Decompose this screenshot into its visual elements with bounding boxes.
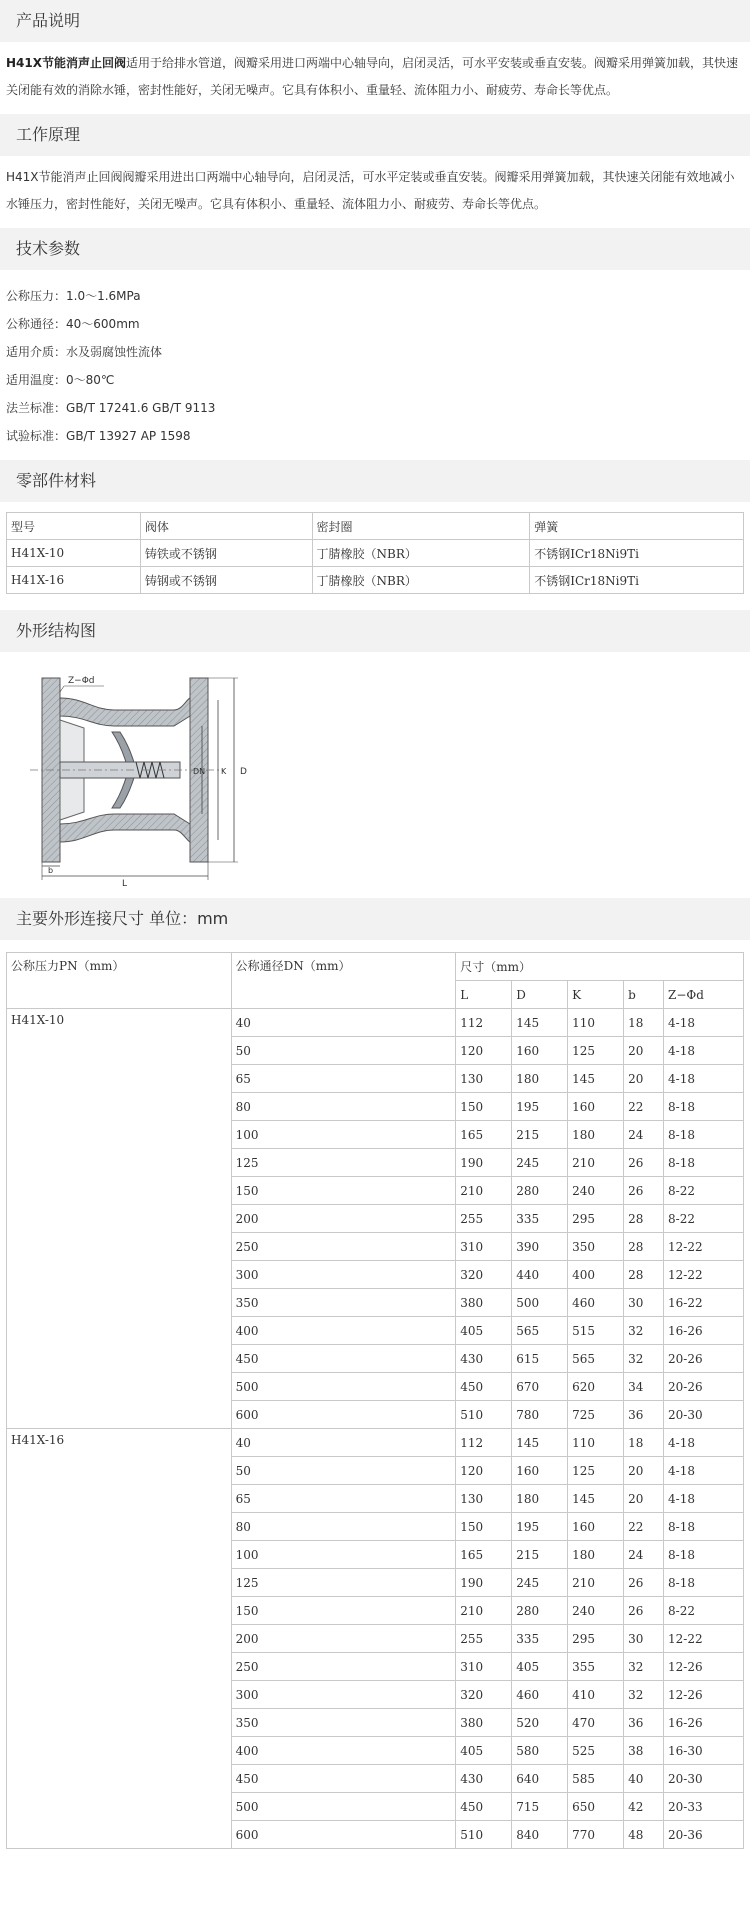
sizes-dim-cell: 8-18 <box>664 1513 744 1541</box>
sizes-dim-cell: 145 <box>512 1429 568 1457</box>
sizes-dn-cell: 80 <box>231 1513 456 1541</box>
param-row <box>6 422 744 450</box>
sizes-dn-cell: 80 <box>231 1093 456 1121</box>
sizes-dim-cell: 110 <box>568 1009 624 1037</box>
sizes-dim-cell: 16-26 <box>664 1317 744 1345</box>
sizes-dim-cell: 160 <box>568 1093 624 1121</box>
sizes-dim-cell: 240 <box>568 1597 624 1625</box>
sizes-dim-cell: 240 <box>568 1177 624 1205</box>
sizes-dim-cell: 12-22 <box>664 1625 744 1653</box>
sizes-header-row <box>7 953 744 981</box>
sizes-dim-cell: 112 <box>456 1009 512 1037</box>
param-value: 0～80℃ <box>66 373 115 387</box>
sizes-dim-cell: 8-18 <box>664 1121 744 1149</box>
sizes-dim-cell: 615 <box>512 1345 568 1373</box>
sizes-dim-cell: 280 <box>512 1177 568 1205</box>
param-row <box>6 310 744 338</box>
sizes-dim-cell: 12-22 <box>664 1261 744 1289</box>
sizes-dn-cell: 50 <box>231 1037 456 1065</box>
materials-row <box>7 540 744 567</box>
sizes-dim-cell: 310 <box>456 1653 512 1681</box>
sizes-dim-cell: 32 <box>624 1317 664 1345</box>
sizes-dim-cell: 120 <box>456 1037 512 1065</box>
sizes-dim-cell: 565 <box>512 1317 568 1345</box>
sizes-dim-cell: 355 <box>568 1653 624 1681</box>
sizes-dim-cell: 215 <box>512 1121 568 1149</box>
section-title-materials: 零部件材料 <box>0 460 750 502</box>
sizes-dim-cell: 8-18 <box>664 1541 744 1569</box>
sizes-dim-cell: 500 <box>512 1289 568 1317</box>
sizes-dim-cell: 380 <box>456 1289 512 1317</box>
sizes-dim-cell: 715 <box>512 1793 568 1821</box>
sizes-dim-cell: 125 <box>568 1457 624 1485</box>
sizes-dim-cell: 32 <box>624 1653 664 1681</box>
dim-label-k: K <box>221 767 227 776</box>
sizes-dim-cell: 770 <box>568 1821 624 1849</box>
sizes-dn-cell: 500 <box>231 1793 456 1821</box>
sizes-dim-cell: 620 <box>568 1373 624 1401</box>
param-label: 法兰标准： <box>6 401 67 415</box>
sizes-dn-cell: 100 <box>231 1121 456 1149</box>
dim-label-dn: DN <box>193 767 206 776</box>
sizes-dn-cell: 350 <box>231 1289 456 1317</box>
sizes-dn-cell: 600 <box>231 1401 456 1429</box>
sizes-dim-cell: 42 <box>624 1793 664 1821</box>
sizes-dim-cell: 180 <box>512 1485 568 1513</box>
sizes-dn-cell: 450 <box>231 1345 456 1373</box>
sizes-dim-cell: 48 <box>624 1821 664 1849</box>
sizes-dim-cell: 430 <box>456 1345 512 1373</box>
sizes-dim-cell: 32 <box>624 1345 664 1373</box>
sizes-table <box>6 952 744 1849</box>
sizes-dim-cell: 28 <box>624 1233 664 1261</box>
sizes-dim-cell: 110 <box>568 1429 624 1457</box>
sizes-dim-cell: 310 <box>456 1233 512 1261</box>
sizes-dim-cell: 12-26 <box>664 1653 744 1681</box>
sizes-dn-cell: 450 <box>231 1765 456 1793</box>
sizes-dn-cell: 500 <box>231 1373 456 1401</box>
sizes-dim-cell: 130 <box>456 1065 512 1093</box>
sizes-dim-cell: 130 <box>456 1485 512 1513</box>
sizes-dim-cell: 295 <box>568 1205 624 1233</box>
section-title-structure: 外形结构图 <box>0 610 750 652</box>
materials-cell: 丁腈橡胶（NBR） <box>312 567 530 594</box>
materials-row <box>7 567 744 594</box>
sizes-dim-cell: 180 <box>568 1121 624 1149</box>
sizes-subheader-cell: L <box>456 981 512 1009</box>
valve-diagram <box>24 670 274 888</box>
materials-cell: 不锈钢ICr18Ni9Ti <box>530 540 744 567</box>
sizes-dn-cell: 200 <box>231 1205 456 1233</box>
sizes-dim-cell: 30 <box>624 1625 664 1653</box>
sizes-dn-cell: 125 <box>231 1569 456 1597</box>
sizes-dim-cell: 4-18 <box>664 1065 744 1093</box>
sizes-dim-cell: 12-22 <box>664 1233 744 1261</box>
intro-product-name: H41X节能消声止回阀 <box>6 56 126 70</box>
sizes-dn-cell: 50 <box>231 1457 456 1485</box>
sizes-dim-cell: 255 <box>456 1205 512 1233</box>
sizes-dim-cell: 460 <box>512 1681 568 1709</box>
sizes-dim-cell: 640 <box>512 1765 568 1793</box>
sizes-dim-cell: 26 <box>624 1569 664 1597</box>
sizes-dim-cell: 24 <box>624 1121 664 1149</box>
sizes-subheader-cell: D <box>512 981 568 1009</box>
sizes-dim-cell: 20-26 <box>664 1345 744 1373</box>
principle-paragraph: H41X节能消声止回阀阀瓣采用进出口两端中心轴导向，启闭灵活，可水平定装或垂直安装。阀瓣采用弹簧加载，其快速关闭能有效地减小水锤压力，密封性能好，关闭无噪声。它具有体积小、重量轻、流体阻力小、耐疲劳、寿命长等优点。 <box>6 170 735 211</box>
sizes-dim-cell: 20 <box>624 1457 664 1485</box>
param-label: 公称压力： <box>6 289 67 303</box>
sizes-dim-cell: 670 <box>512 1373 568 1401</box>
sizes-dim-cell: 150 <box>456 1513 512 1541</box>
sizes-dim-cell: 245 <box>512 1149 568 1177</box>
dim-label-l: L <box>122 879 128 888</box>
dim-label-b: b <box>48 866 54 875</box>
sizes-dn-cell: 40 <box>231 1429 456 1457</box>
sizes-pn-cell: H41X-10 <box>7 1009 232 1429</box>
sizes-dim-cell: 390 <box>512 1233 568 1261</box>
materials-header-cell: 密封圈 <box>312 513 530 540</box>
materials-table <box>6 512 744 594</box>
sizes-dim-cell: 145 <box>568 1065 624 1093</box>
sizes-dim-cell: 150 <box>456 1093 512 1121</box>
sizes-dim-cell: 280 <box>512 1597 568 1625</box>
sizes-dim-cell: 20 <box>624 1065 664 1093</box>
sizes-dim-cell: 30 <box>624 1289 664 1317</box>
sizes-dim-cell: 18 <box>624 1429 664 1457</box>
sizes-dim-cell: 24 <box>624 1541 664 1569</box>
param-value: 水及弱腐蚀性流体 <box>66 345 163 359</box>
sizes-dn-cell: 350 <box>231 1709 456 1737</box>
sizes-dim-cell: 34 <box>624 1373 664 1401</box>
sizes-dn-cell: 300 <box>231 1681 456 1709</box>
sizes-pn-cell: H41X-16 <box>7 1429 232 1849</box>
sizes-dim-cell: 320 <box>456 1681 512 1709</box>
materials-table-wrap <box>0 502 750 610</box>
materials-cell: H41X-10 <box>7 540 141 567</box>
sizes-dim-cell: 295 <box>568 1625 624 1653</box>
sizes-subheader-cell: K <box>568 981 624 1009</box>
dim-label-zd: Z−Φd <box>68 676 95 686</box>
materials-header-cell: 弹簧 <box>530 513 744 540</box>
sizes-dim-cell: 16-26 <box>664 1709 744 1737</box>
param-value: GB/T 17241.6 GB/T 9113 <box>66 401 216 415</box>
sizes-dim-cell: 20-36 <box>664 1821 744 1849</box>
sizes-dim-cell: 160 <box>568 1513 624 1541</box>
sizes-dim-cell: 4-18 <box>664 1429 744 1457</box>
sizes-dim-cell: 160 <box>512 1457 568 1485</box>
intro-paragraph <box>0 42 750 114</box>
sizes-dim-cell: 32 <box>624 1681 664 1709</box>
sizes-dim-cell: 195 <box>512 1093 568 1121</box>
sizes-dim-cell: 20 <box>624 1485 664 1513</box>
sizes-dim-cell: 335 <box>512 1625 568 1653</box>
sizes-dim-cell: 8-22 <box>664 1205 744 1233</box>
sizes-dn-cell: 125 <box>231 1149 456 1177</box>
materials-header-cell: 型号 <box>7 513 141 540</box>
sizes-dn-cell: 600 <box>231 1821 456 1849</box>
sizes-dim-cell: 180 <box>568 1541 624 1569</box>
materials-cell: 铸钢或不锈钢 <box>140 567 312 594</box>
sizes-dim-cell: 145 <box>512 1009 568 1037</box>
sizes-dn-cell: 300 <box>231 1261 456 1289</box>
sizes-dim-cell: 8-22 <box>664 1177 744 1205</box>
param-row <box>6 366 744 394</box>
sizes-dn-cell: 150 <box>231 1177 456 1205</box>
structure-diagram-wrap <box>0 652 750 898</box>
dim-label-d: D <box>240 767 247 777</box>
sizes-dim-cell: 8-18 <box>664 1093 744 1121</box>
sizes-dim-cell: 650 <box>568 1793 624 1821</box>
sizes-dim-cell: 36 <box>624 1401 664 1429</box>
sizes-dn-cell: 400 <box>231 1737 456 1765</box>
sizes-dim-cell: 320 <box>456 1261 512 1289</box>
sizes-dn-cell: 100 <box>231 1541 456 1569</box>
sizes-dim-cell: 20-30 <box>664 1401 744 1429</box>
param-value: 1.0～1.6MPa <box>66 289 141 303</box>
sizes-dim-cell: 26 <box>624 1597 664 1625</box>
valve-body-lower <box>60 814 190 842</box>
sizes-dim-cell: 215 <box>512 1541 568 1569</box>
sizes-table-wrap <box>0 940 750 1849</box>
sizes-dim-cell: 520 <box>512 1709 568 1737</box>
sizes-dim-cell: 405 <box>456 1737 512 1765</box>
sizes-dim-cell: 210 <box>568 1149 624 1177</box>
sizes-dim-cell: 4-18 <box>664 1009 744 1037</box>
sizes-dim-cell: 38 <box>624 1737 664 1765</box>
sizes-dim-cell: 510 <box>456 1401 512 1429</box>
sizes-dim-cell: 40 <box>624 1765 664 1793</box>
sizes-dim-cell: 380 <box>456 1709 512 1737</box>
sizes-dim-cell: 405 <box>512 1653 568 1681</box>
sizes-dim-cell: 8-18 <box>664 1149 744 1177</box>
sizes-dim-cell: 780 <box>512 1401 568 1429</box>
sizes-subheader-cell: b <box>624 981 664 1009</box>
sizes-dn-cell: 200 <box>231 1625 456 1653</box>
sizes-dim-cell: 8-18 <box>664 1569 744 1597</box>
materials-header-cell: 阀体 <box>140 513 312 540</box>
sizes-dim-cell: 28 <box>624 1205 664 1233</box>
sizes-dim-cell: 210 <box>568 1569 624 1597</box>
sizes-row <box>7 1429 744 1457</box>
sizes-dim-cell: 26 <box>624 1177 664 1205</box>
sizes-dim-cell: 20-33 <box>664 1793 744 1821</box>
materials-header-row <box>7 513 744 540</box>
param-label: 试验标准： <box>6 429 67 443</box>
sizes-dim-cell: 22 <box>624 1513 664 1541</box>
param-row <box>6 338 744 366</box>
sizes-dn-cell: 250 <box>231 1653 456 1681</box>
sizes-dim-cell: 400 <box>568 1261 624 1289</box>
sizes-dim-cell: 410 <box>568 1681 624 1709</box>
sizes-dim-cell: 580 <box>512 1737 568 1765</box>
sizes-dim-cell: 565 <box>568 1345 624 1373</box>
sizes-header-pn: 公称压力PN（mm） <box>7 953 232 1009</box>
param-row <box>6 394 744 422</box>
sizes-dn-cell: 400 <box>231 1317 456 1345</box>
materials-cell: 丁腈橡胶（NBR） <box>312 540 530 567</box>
params-list <box>0 270 750 460</box>
section-title-params: 技术参数 <box>0 228 750 270</box>
sizes-dim-cell: 165 <box>456 1541 512 1569</box>
sizes-dim-cell: 210 <box>456 1177 512 1205</box>
param-value: GB/T 13927 AP 1598 <box>66 429 191 443</box>
sizes-dim-cell: 112 <box>456 1429 512 1457</box>
sizes-dim-cell: 120 <box>456 1457 512 1485</box>
sizes-subheader-cell: Z−Φd <box>664 981 744 1009</box>
sizes-dim-cell: 450 <box>456 1373 512 1401</box>
sizes-row <box>7 1009 744 1037</box>
param-value: 40～600mm <box>66 317 140 331</box>
sizes-dim-cell: 515 <box>568 1317 624 1345</box>
sizes-header-dn: 公称通径DN（mm） <box>231 953 456 1009</box>
sizes-dim-cell: 8-22 <box>664 1597 744 1625</box>
sizes-dim-cell: 4-18 <box>664 1485 744 1513</box>
sizes-dn-cell: 40 <box>231 1009 456 1037</box>
sizes-dim-cell: 405 <box>456 1317 512 1345</box>
param-label: 适用介质： <box>6 345 67 359</box>
section-title-sizes: 主要外形连接尺寸 单位：mm <box>0 898 750 940</box>
sizes-dim-cell: 585 <box>568 1765 624 1793</box>
sizes-dim-cell: 460 <box>568 1289 624 1317</box>
sizes-dim-cell: 840 <box>512 1821 568 1849</box>
sizes-dim-cell: 20 <box>624 1037 664 1065</box>
sizes-dim-cell: 22 <box>624 1093 664 1121</box>
sizes-dim-cell: 16-30 <box>664 1737 744 1765</box>
sizes-dim-cell: 525 <box>568 1737 624 1765</box>
materials-cell: H41X-16 <box>7 567 141 594</box>
sizes-dim-cell: 4-18 <box>664 1457 744 1485</box>
sizes-dim-cell: 190 <box>456 1149 512 1177</box>
sizes-dim-cell: 16-22 <box>664 1289 744 1317</box>
sizes-dim-cell: 26 <box>624 1149 664 1177</box>
valve-body-upper <box>60 698 190 726</box>
section-title-principle: 工作原理 <box>0 114 750 156</box>
sizes-dim-cell: 725 <box>568 1401 624 1429</box>
sizes-dim-cell: 510 <box>456 1821 512 1849</box>
sizes-header-dim: 尺寸（mm） <box>456 953 744 981</box>
sizes-dim-cell: 165 <box>456 1121 512 1149</box>
sizes-dim-cell: 335 <box>512 1205 568 1233</box>
sizes-dim-cell: 245 <box>512 1569 568 1597</box>
sizes-table-body <box>7 953 744 1849</box>
sizes-dim-cell: 18 <box>624 1009 664 1037</box>
sizes-dim-cell: 20-26 <box>664 1373 744 1401</box>
sizes-dim-cell: 180 <box>512 1065 568 1093</box>
sizes-dn-cell: 250 <box>231 1233 456 1261</box>
param-row <box>6 282 744 310</box>
sizes-dim-cell: 125 <box>568 1037 624 1065</box>
sizes-dim-cell: 195 <box>512 1513 568 1541</box>
materials-cell: 铸铁或不锈钢 <box>140 540 312 567</box>
sizes-dim-cell: 440 <box>512 1261 568 1289</box>
sizes-dim-cell: 145 <box>568 1485 624 1513</box>
sizes-dn-cell: 150 <box>231 1597 456 1625</box>
sizes-dim-cell: 450 <box>456 1793 512 1821</box>
sizes-dim-cell: 4-18 <box>664 1037 744 1065</box>
intro-text: 适用于给排水管道，阀瓣采用进口两端中心轴导向，启闭灵活，可水平安装或垂直安装。阀瓣采用弹簧加载，其快速关闭能有效的消除水锤，密封性能好，关闭无噪声。它具有体积小、重量轻、流体阻力小、耐疲劳、寿命长等优点。 <box>6 56 739 97</box>
sizes-dn-cell: 65 <box>231 1485 456 1513</box>
sizes-dim-cell: 28 <box>624 1261 664 1289</box>
sizes-dim-cell: 430 <box>456 1765 512 1793</box>
param-label: 适用温度： <box>6 373 67 387</box>
sizes-dim-cell: 190 <box>456 1569 512 1597</box>
param-label: 公称通径： <box>6 317 67 331</box>
sizes-dim-cell: 20-30 <box>664 1765 744 1793</box>
sizes-dim-cell: 210 <box>456 1597 512 1625</box>
leader-line <box>60 686 64 692</box>
sizes-dim-cell: 160 <box>512 1037 568 1065</box>
sizes-dim-cell: 470 <box>568 1709 624 1737</box>
materials-cell: 不锈钢ICr18Ni9Ti <box>530 567 744 594</box>
sizes-dim-cell: 12-26 <box>664 1681 744 1709</box>
sizes-dn-cell: 65 <box>231 1065 456 1093</box>
sizes-dim-cell: 255 <box>456 1625 512 1653</box>
sizes-dim-cell: 36 <box>624 1709 664 1737</box>
section-title-intro: 产品说明 <box>0 0 750 42</box>
sizes-dim-cell: 350 <box>568 1233 624 1261</box>
